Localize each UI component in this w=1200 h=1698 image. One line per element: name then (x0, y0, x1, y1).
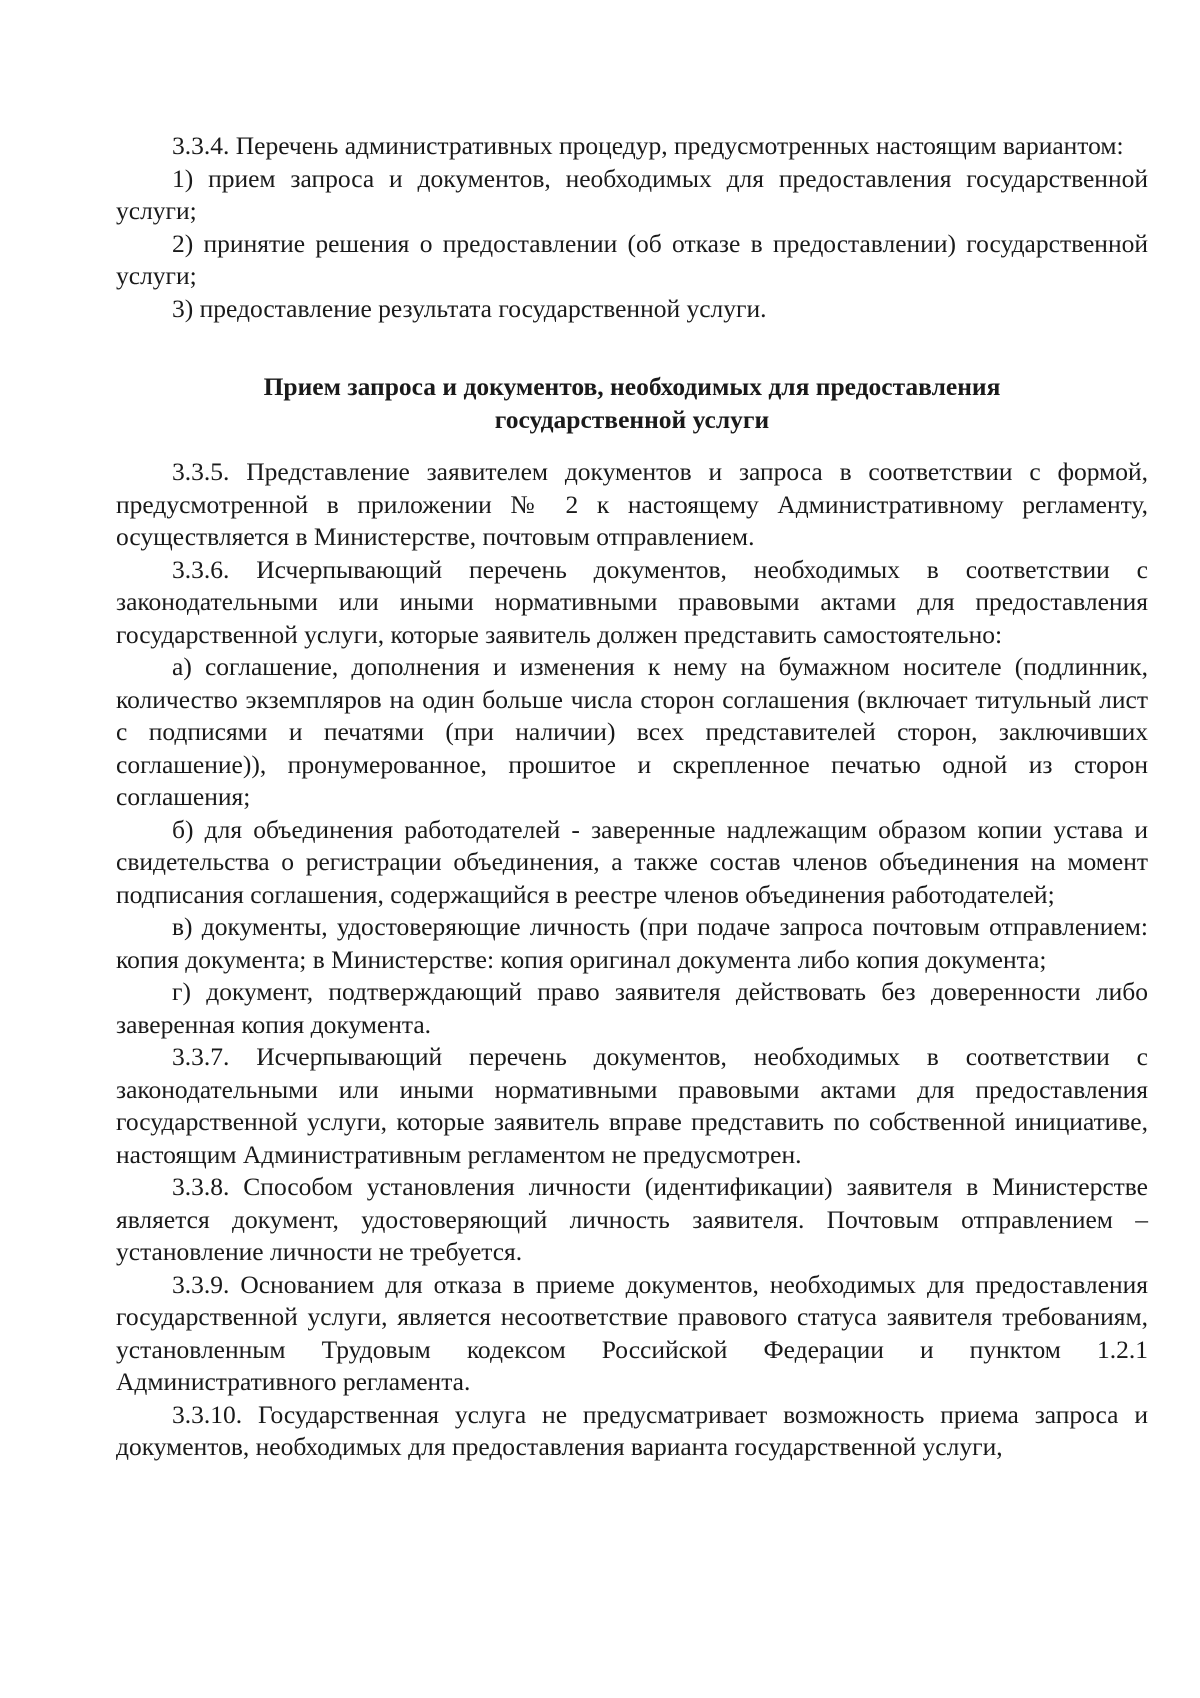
list-item-v: в) документы, удостоверяющие личность (при подаче запроса почтовым отправлением: копия документа; в Министерстве: копия оригинал документа либо копия документа; (116, 912, 1148, 974)
list-item-b: б) для объединения работодателей - заверенные надлежащим образом копии устава и свидетельства о регистрации объединения, а также состав членов объединения на момент подписания соглашения, содержащийся в реестре членов объединения работодателей; (116, 814, 1148, 909)
section-heading (116, 371, 1148, 436)
paragraph-3-3-5: 3.3.5. Представление заявителем документов и запроса в соответствии с формой, предусмотренной в приложении № 2 к настоящему Административному регламенту, осуществляется в Министерстве, почтовым отправлением. (116, 457, 1148, 551)
paragraph-3-3-7: 3.3.7. Исчерпывающий перечень документов, необходимых в соответствии с законодательными или иными нормативными правовыми актами для предоставления государственной услуги, которые заявитель вправе представить по собственной инициативе, настоящим Административным регламентом не предусмотрен. (116, 1042, 1148, 1169)
procedures-list (116, 130, 1148, 325)
paragraph-3-3-8: 3.3.8. Способом установления личности (идентификации) заявителя в Министерстве является документ, удостоверяющий личность заявителя. Почтовым отправлением – установление личности не требуется. (116, 1172, 1148, 1266)
heading-line-2: государственной услуги (494, 404, 770, 434)
list-item-1: 1) прием запроса и документов, необходимых для предоставления государственной услуги; (116, 163, 1148, 225)
paragraph-3-3-9: 3.3.9. Основанием для отказа в приеме документов, необходимых для предоставления государственной услуги, является несоответствие правового статуса заявителя требованиям, установленным Трудовым кодексом Российской Федерации и пунктом 1.2.1 Административного регламента. (116, 1269, 1148, 1396)
list-item-3: 3) предоставление результата государственной услуги. (172, 293, 767, 323)
paragraph-3-3-10: 3.3.10. Государственная услуга не предусматривает возможность приема запроса и документов, необходимых для предоставления варианта государственной услуги, (116, 1399, 1148, 1461)
paragraph-3-3-6: 3.3.6. Исчерпывающий перечень документов, необходимых в соответствии с законодательными или иными нормативными правовыми актами для предоставления государственной услуги, которые заявитель должен представить самостоятельно: (116, 554, 1148, 649)
heading-line-1: Прием запроса и документов, необходимых для предоставления (263, 372, 1001, 401)
paragraph-3-3-4: 3.3.4. Перечень административных процедур, предусмотренных настоящим вариантом: (172, 131, 1124, 160)
list-item-a: а) соглашение, дополнения и изменения к нему на бумажном носителе (подлинник, количество экземпляров на один больше числа сторон соглашения (включает титульный лист с подписями и печатями (при наличии) всех представителей сторон, заключивших соглашение)), пронумерованное, прошитое и скрепленное печатью одной из сторон соглашения; (116, 652, 1148, 811)
main-body (116, 456, 1148, 1464)
list-item-g: г) документ, подтверждающий право заявителя действовать без доверенности либо заверенная копия документа. (116, 977, 1148, 1039)
list-item-2: 2) принятие решения о предоставлении (об отказе в предоставлении) государственной услуги; (116, 228, 1148, 290)
